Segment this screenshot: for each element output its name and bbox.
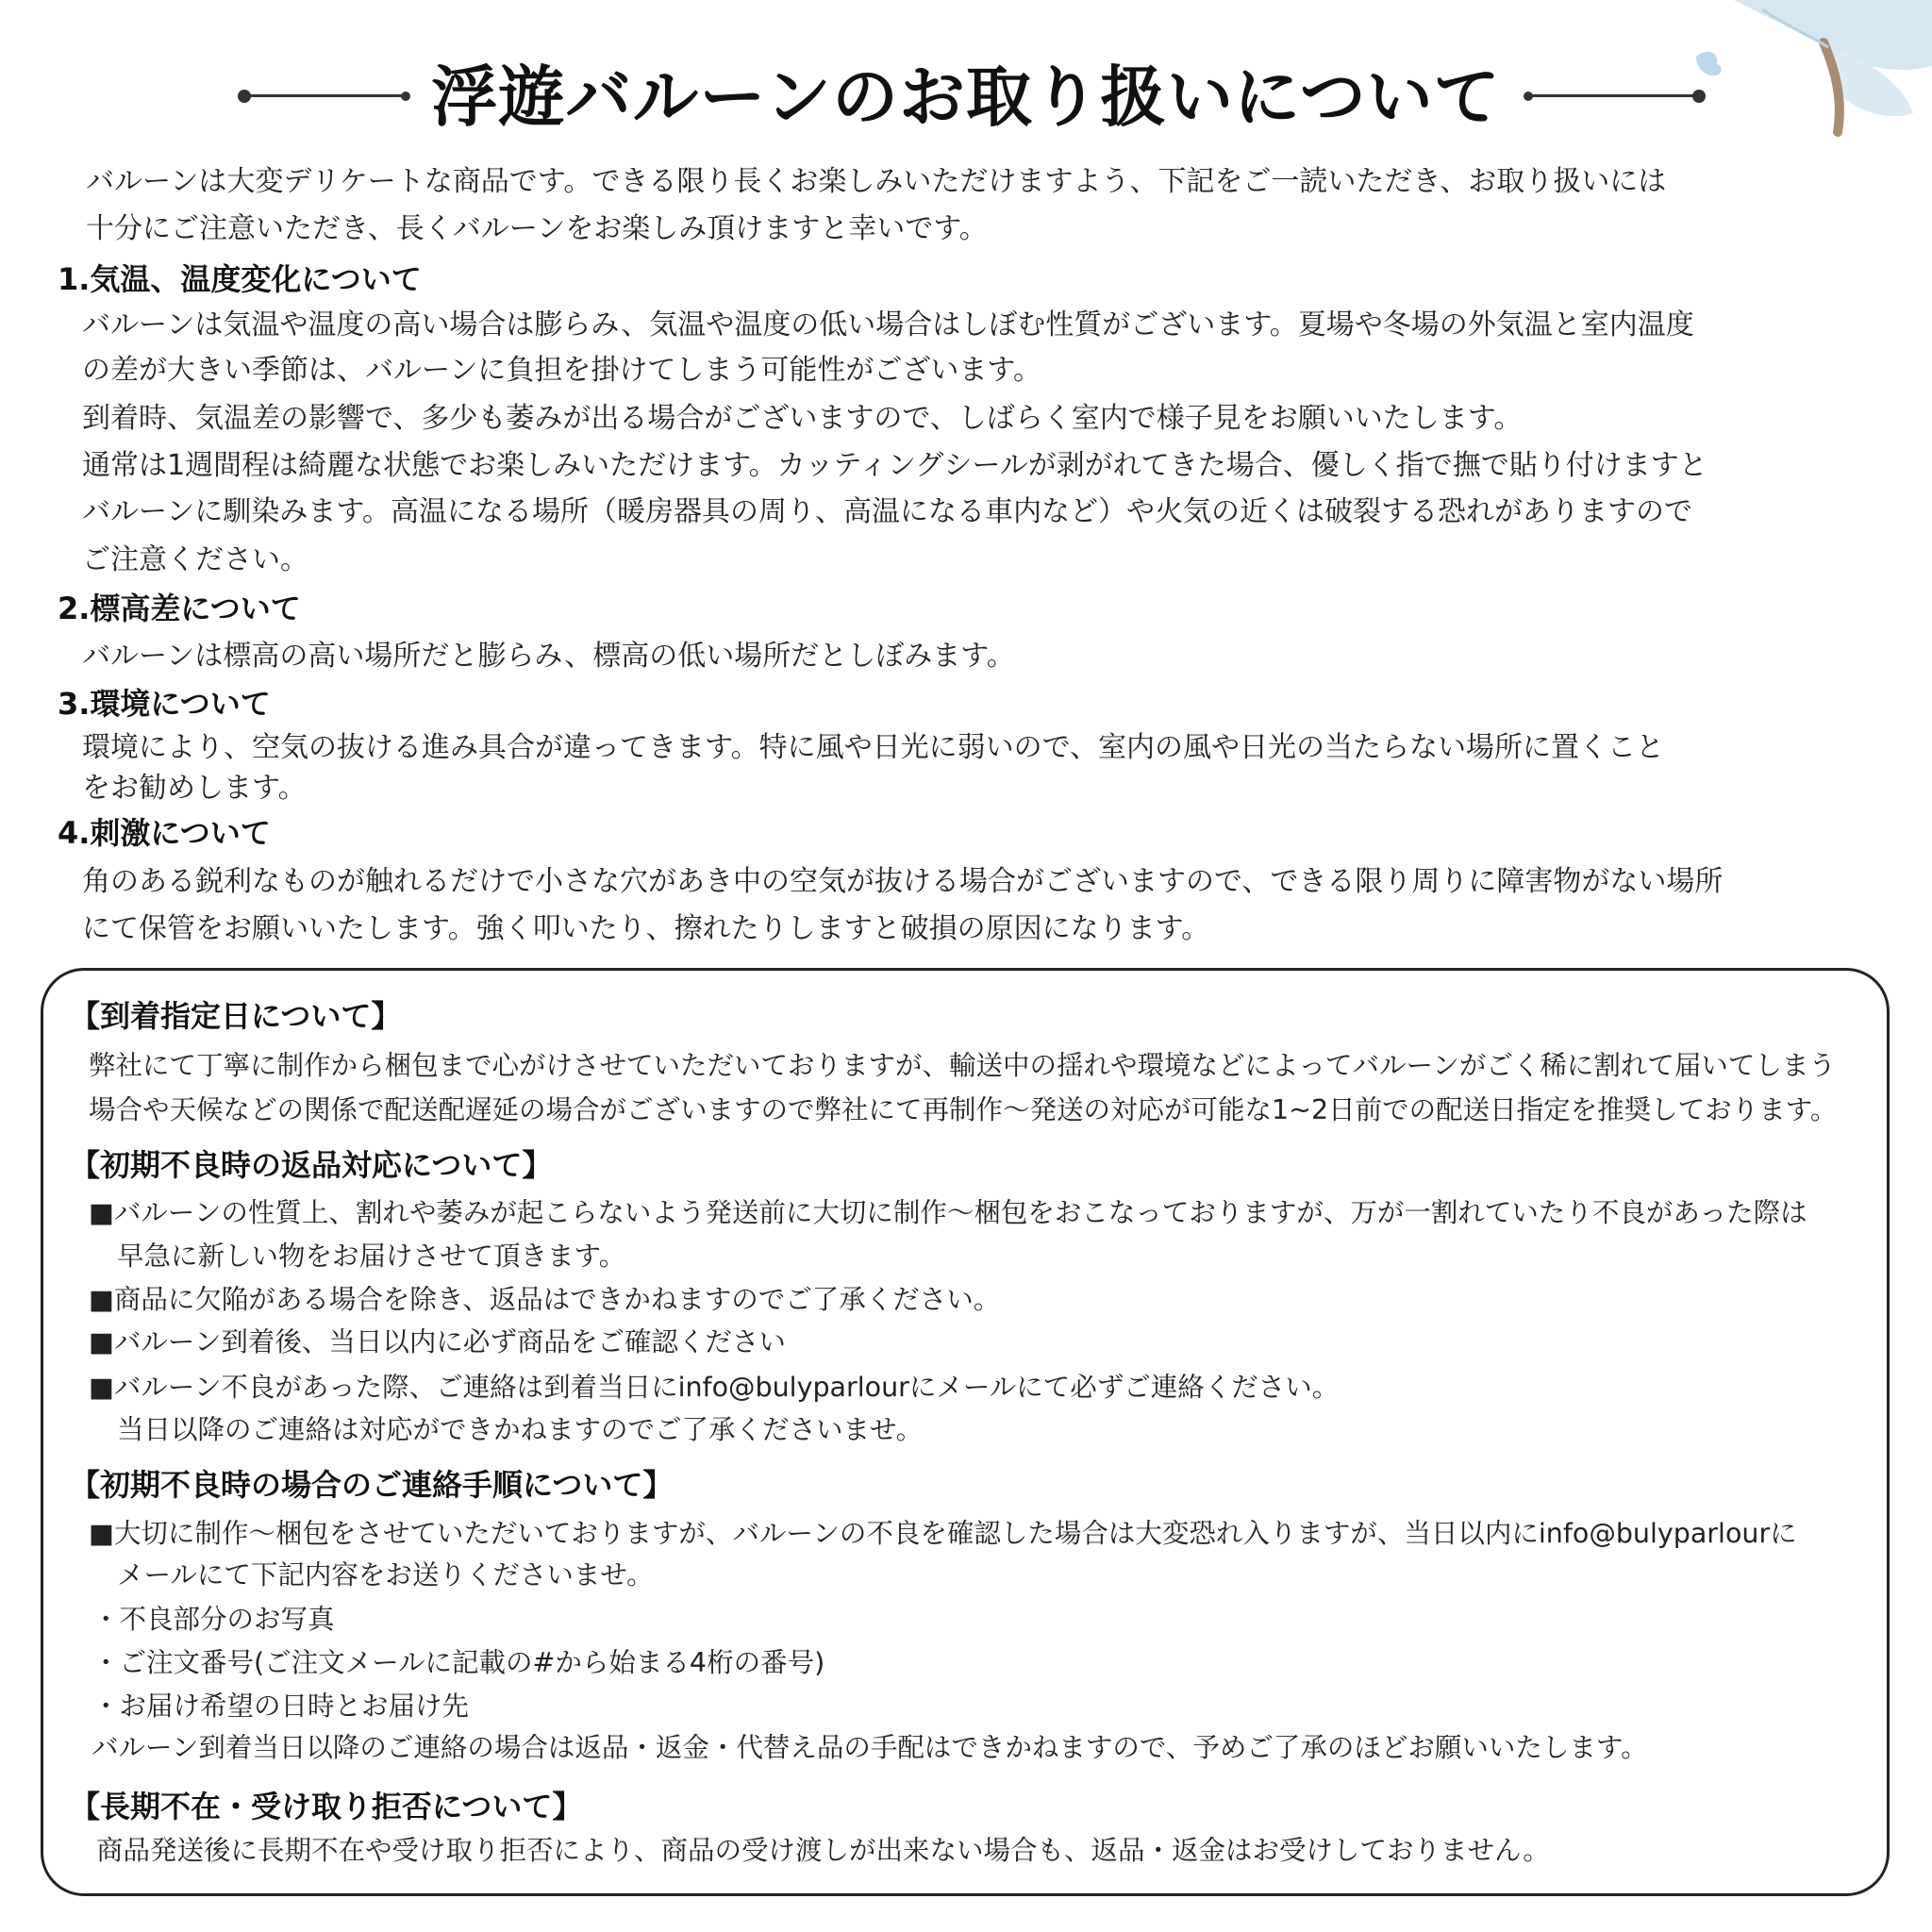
notice-line: ・お届け希望の日時とお届け先 xyxy=(92,1690,470,1722)
section-line: バルーンは気温や温度の高い場合は膨らみ、気温や温度の低い場合はしぼむ性質がございます。夏場や冬場の外気温と室内温度 xyxy=(82,308,1694,341)
section-heading: 4.刺激について xyxy=(58,815,271,851)
notice-line: 商品発送後に長期不在や受け取り拒否により、商品の受け渡しが出来ない場合も、返品・返金はお受けしておりません。 xyxy=(96,1835,1550,1866)
notice-heading: 【初期不良時の返品対応について】 xyxy=(70,1147,553,1183)
notice-line: ・不良部分のお写真 xyxy=(92,1604,335,1635)
notice-line: ■バルーン不良があった際、ご連絡は到着当日にinfo@bulyparlourにメールにて必ずご連絡ください。 xyxy=(89,1372,1340,1403)
section-line: の差が大きい季節は、バルーンに負担を掛けてしまう可能性がございます。 xyxy=(82,354,1041,387)
notice-heading: 【到着指定日について】 xyxy=(70,998,402,1034)
section-line: 角のある鋭利なものが触れるだけで小さな穴があき中の空気が抜ける場合がございますので、できる限り周りに障害物がない場所 xyxy=(82,865,1724,898)
intro-line: 十分にご注意いただき、長くバルーンをお楽しみ頂けますと幸いです。 xyxy=(86,212,988,245)
section-line: バルーンは標高の高い場所だと膨らみ、標高の低い場所だとしぼみます。 xyxy=(82,640,1015,673)
notice-line: 場合や天候などの関係で配送配遅延の場合がございますので弊社にて再制作〜発送の対応が可能な1~2日前での配送日指定を推奨しております。 xyxy=(89,1094,1838,1125)
section-heading: 3.環境について xyxy=(58,686,271,722)
notice-line: メールにて下記内容をお送りくださいませ。 xyxy=(117,1559,654,1591)
notice-line: ■バルーン到着後、当日以内に必ず商品をご確認ください xyxy=(89,1326,786,1357)
section-line: にて保管をお願いいたします。強く叩いたり、擦れたりしますと破損の原因になります。 xyxy=(82,912,1210,945)
intro-line: バルーンは大変デリケートな商品です。できる限り長くお楽しみいただけますよう、下記をご一読いただき、お取り扱いには xyxy=(86,165,1667,198)
notice-line: 弊社にて丁寧に制作から梱包まで心がけさせていただいておりますが、輸送中の揺れや環境などによってバルーンがごく稀に割れて届いてしまう xyxy=(89,1050,1836,1081)
section-line: ご注意ください。 xyxy=(82,543,308,576)
notice-heading: 【長期不在・受け取り拒否について】 xyxy=(70,1789,583,1824)
notice-line: ■大切に制作〜梱包をさせていただいておりますが、バルーンの不良を確認した場合は大変恐れ入りますが、当日以内にinfo@bulyparlourに xyxy=(89,1518,1797,1549)
notice-line: バルーン到着当日以降のご連絡の場合は返品・返金・代替え品の手配はできかねますので、予めご了承のほどお願いいたします。 xyxy=(92,1732,1648,1763)
notice-heading: 【初期不良時の場合のご連絡手順について】 xyxy=(70,1467,674,1503)
section-line: をお勧めします。 xyxy=(82,772,307,805)
notice-line: ■商品に欠陥がある場合を除き、返品はできかねますのでご了承ください。 xyxy=(89,1284,1001,1315)
notice-line: ・ご注文番号(ご注文メールに記載の#から始まる4桁の番号) xyxy=(92,1647,825,1678)
page-title: 浮遊バルーンのお取り扱いについて xyxy=(431,58,1501,136)
notice-line: 早急に新しい物をお届けさせて頂きます。 xyxy=(117,1241,626,1272)
section-heading: 1.気温、温度変化について xyxy=(58,261,422,297)
section-line: バルーンに馴染みます。高温になる場所（暖房器具の周り、高温になる車内など）や火気の近くは破裂する恐れがありますので xyxy=(82,495,1692,528)
notice-line: 当日以降のご連絡は対応ができかねますのでご了承くださいませ。 xyxy=(117,1414,924,1445)
section-line: 通常は1週間程は綺麗な状態でお楽しみいただけます。カッティングシールが剥がれてきた場合、優しく指で撫で貼り付けますと xyxy=(82,449,1707,482)
section-line: 環境により、空気の抜ける進み具合が違ってきます。特に風や日光に弱いので、室内の風や日光の当たらない場所に置くこと xyxy=(82,731,1664,764)
notice-line: ■バルーンの性質上、割れや萎みが起こらないよう発送前に大切に制作〜梱包をおこなっておりますが、万が一割れていたり不良があった際は xyxy=(89,1197,1807,1228)
section-heading: 2.標高差について xyxy=(58,591,301,626)
section-line: 到着時、気温差の影響で、多少も萎みが出る場合がございますので、しばらく室内で様子見をお願いいたします。 xyxy=(82,402,1523,435)
